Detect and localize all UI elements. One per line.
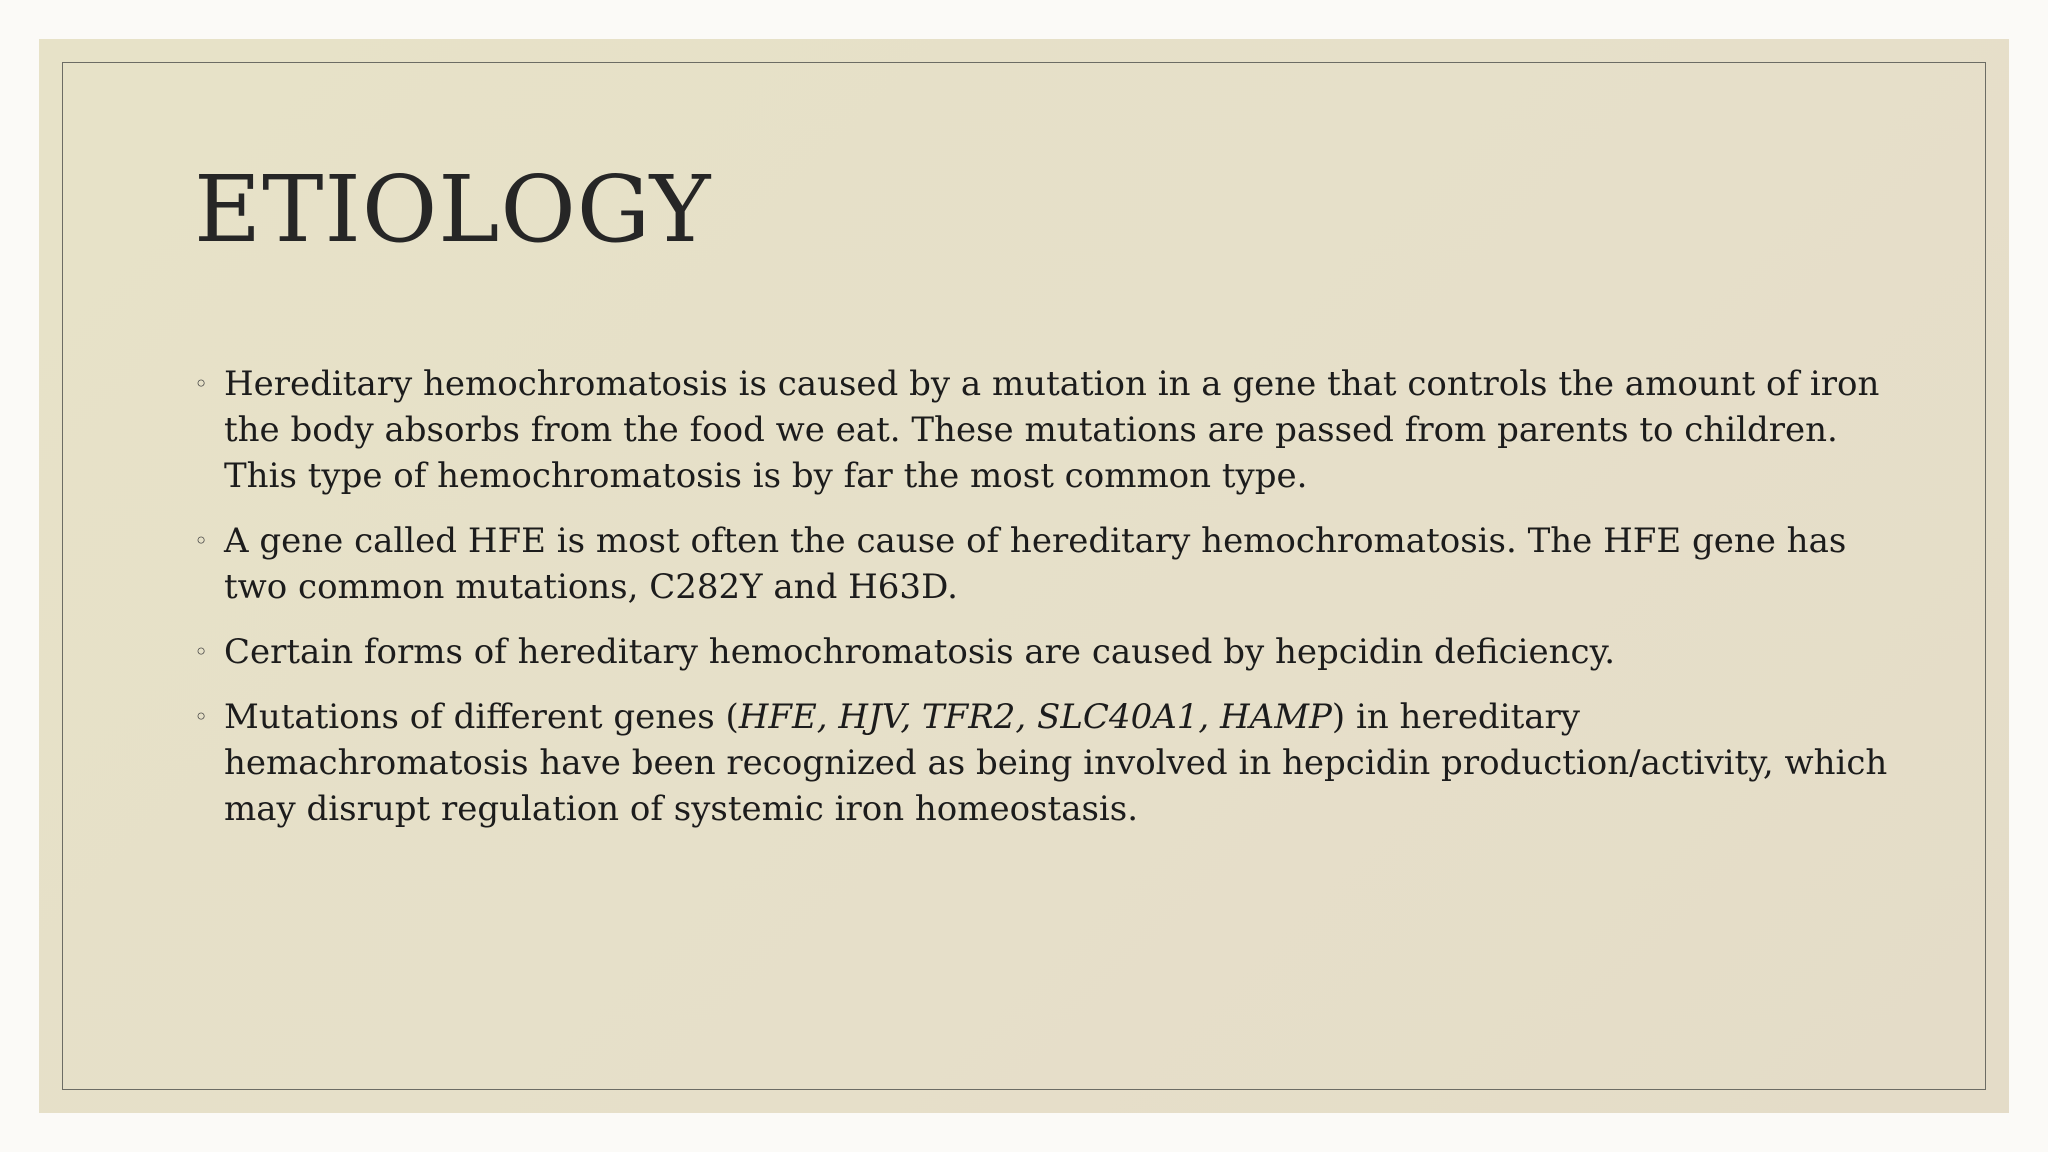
bullet-circle-icon: ◦ [194, 370, 209, 398]
list-item [194, 694, 1894, 832]
bullet-circle-icon: ◦ [194, 638, 209, 666]
bullet-circle-icon: ◦ [194, 527, 209, 555]
list-item [194, 361, 1894, 499]
bullet-text-after: ) in hereditary hemachromatosis have been recognized as being involved in hepcidin production/activity, which may disrupt regulation of systemic iron homeostasis. [224, 697, 1888, 829]
gene-list-italic: HFE, HJV, TFR2, SLC40A1, HAMP [738, 697, 1332, 737]
bullet-circle-icon: ◦ [194, 703, 209, 731]
slide [39, 39, 2009, 1113]
bullet-text-before: Mutations of different genes ( [224, 697, 739, 737]
bullet-list [194, 361, 1894, 851]
bullet-text: Hereditary hemochromatosis is caused by a mutation in a gene that controls the amount of iron the body absorbs from the food we eat. These mutations are passed from parents to children. This type of hemochromatosis is by far the most common type. [224, 364, 1880, 496]
bullet-text: Certain forms of hereditary hemochromatosis are caused by hepcidin deficiency. [224, 632, 1616, 672]
list-item [194, 629, 1894, 675]
bullet-text: A gene called HFE is most often the cause of hereditary hemochromatosis. The HFE gene has two common mutations, C282Y and H63D. [224, 521, 1847, 607]
slide-title: ETIOLOGY [194, 156, 712, 263]
list-item [194, 518, 1894, 610]
